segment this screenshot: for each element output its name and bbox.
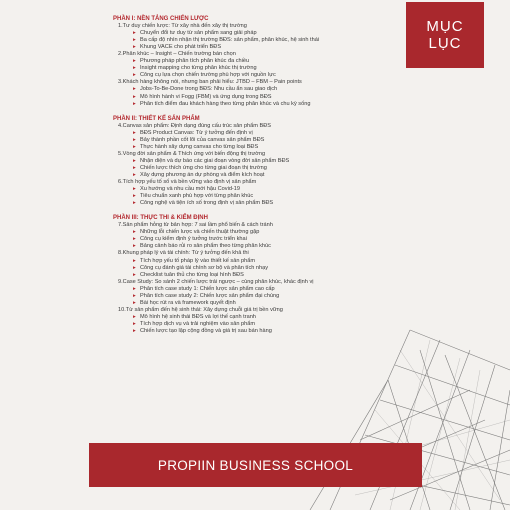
list-item: ▸ Ba cấp độ nhìn nhận thị trường BĐS: sản phẩm, phân khúc, hệ sinh thái (133, 37, 320, 44)
bullet-icon: ▸ (133, 30, 136, 37)
list-item: ▸ Tích hợp yếu tố pháp lý vào thiết kế sản phẩm (133, 257, 255, 264)
list-item: ▸ Chiến lược thích ứng cho từng giai đoạn thị trường (133, 164, 267, 171)
list-item: ▸ Công nghệ và tiện ích số trong định vị sản phẩm BĐS (133, 200, 274, 207)
list-item: ▸ Phân tích điểm đau khách hàng theo từng phân khúc và chu kỳ sống (133, 100, 311, 107)
bullet-icon: ▸ (133, 327, 136, 334)
list-item: ▸ Bảy thành phần cốt lõi của canvas sản phẩm BĐS (133, 136, 265, 143)
bullet-icon: ▸ (133, 264, 136, 271)
list-item: ▸ Insight mapping cho từng phân khúc thị trường (133, 65, 257, 72)
bullet-icon: ▸ (133, 136, 136, 143)
list-item: ▸ Mô hình hệ sinh thái BĐS và lợi thế cạnh tranh (133, 313, 256, 320)
bullet-icon: ▸ (133, 320, 136, 327)
bullet-icon: ▸ (133, 72, 136, 79)
bullet-icon: ▸ (133, 93, 136, 100)
section-title: 6.Tích hợp yếu tố số và bền vững vào định vị sản phẩm (118, 179, 257, 186)
list-item: ▸ Xây dựng phương án dự phòng và điểm kích hoạt (133, 171, 265, 178)
list-item: ▸ Mô hình hành vi Fogg (FBM) và ứng dụng trong BĐS (133, 93, 272, 100)
list-item: ▸ Nhận diện và dự báo các giai đoạn vòng đời sản phẩm BĐS (133, 157, 290, 164)
bullet-icon: ▸ (133, 58, 136, 65)
section-title: 8.Khung pháp lý và tài chính: Từ ý tưởng đến khả thi (118, 250, 249, 257)
list-item: ▸ Phân tích case study 1: Chiến lược sản phẩm cao cấp (133, 285, 275, 292)
section-title: 2.Phân khúc – Insight – Chiến trường bán chọn (118, 51, 236, 58)
list-item: ▸ Xu hướng và nhu cầu mới hậu Covid-19 (133, 186, 241, 193)
section-title: 3.Khách hàng không nói, nhưng ban phải hiểu: JTBD – FBM – Pain points (118, 79, 302, 86)
list-item: ▸ Những lỗi chiến lược và chiến thuật thường gặp (133, 229, 260, 236)
bullet-icon: ▸ (133, 44, 136, 51)
section-title: 1.Tư duy chiến lược: Từ xây nhà đến xây thị trường (118, 23, 247, 30)
part-title: PHẦN III: THỰC THI & KIỂM ĐỊNH (113, 215, 208, 222)
section-title: 10.Từ sản phẩm đến hệ sinh thái: Xây dựng chuỗi giá trị bền vững (118, 306, 283, 313)
bullet-icon: ▸ (133, 200, 136, 207)
bullet-icon: ▸ (133, 129, 136, 136)
toc-list (113, 16, 343, 335)
bullet-icon: ▸ (133, 313, 136, 320)
section-title: 5.Vòng đời sản phẩm & Thích ứng với biến động thị trường (118, 150, 266, 157)
bullet-icon: ▸ (133, 157, 136, 164)
list-item: ▸ Tích hợp dịch vụ và trải nghiệm vào sản phẩm (133, 320, 255, 327)
list-item: ▸ Checklist tuân thủ cho từng loại hình BĐS (133, 271, 244, 278)
list-item: ▸ Phương pháp phân tích phân khúc đa chiều (133, 58, 250, 65)
bullet-icon: ▸ (133, 37, 136, 44)
bullet-icon: ▸ (133, 193, 136, 200)
bullet-icon: ▸ (133, 65, 136, 72)
bullet-icon: ▸ (133, 164, 136, 171)
bullet-icon: ▸ (133, 86, 136, 93)
list-item: ▸ Thực hành xây dựng canvas cho từng loại BĐS (133, 143, 259, 150)
bullet-icon: ▸ (133, 292, 136, 299)
list-item: ▸ Chiến lược tạo lập cộng đồng và giá trị sau bán hàng (133, 327, 272, 334)
list-item: ▸ Jobs-To-Be-Done trong BĐS: Nhu cầu ẩn sau giao dịch (133, 86, 278, 93)
section-title: 4.Canvas sản phẩm: Định dạng đúng cấu trúc sản phẩm BĐS (118, 122, 271, 129)
badge-line-1: MỤC (426, 18, 464, 35)
bullet-icon: ▸ (133, 271, 136, 278)
section-title: 7.Sản phẩm hỏng từ bản hợp: 7 sai lầm phổ biến & cách tránh (118, 222, 273, 229)
list-item: ▸ Khung VACE cho phát triển BĐS (133, 44, 222, 51)
list-item: ▸ BĐS Product Canvas: Từ ý tưởng đến định vị (133, 129, 253, 136)
bullet-icon: ▸ (133, 100, 136, 107)
badge-line-2: LỤC (428, 35, 462, 52)
bullet-icon: ▸ (133, 243, 136, 250)
school-name: PROPIIN BUSINESS SCHOOL (157, 457, 354, 473)
bullet-icon: ▸ (133, 171, 136, 178)
section-title: 9.Case Study: So sánh 2 chiến lược trái ngược – cùng phân khúc, khác định vị (118, 278, 314, 285)
bullet-icon: ▸ (133, 299, 136, 306)
list-item: ▸ Tiêu chuẩn xanh phù hợp với từng phân khúc (133, 193, 254, 200)
list-item: ▸ Bảng cảnh báo rủi ro sản phẩm theo từng phân khúc (133, 243, 271, 250)
list-item: ▸ Công cụ đánh giá tài chính sơ bộ và phân tích nhạy (133, 264, 269, 271)
part-title: PHẦN I: NỀN TẢNG CHIẾN LƯỢC (113, 16, 209, 22)
school-banner (89, 443, 422, 487)
bullet-icon: ▸ (133, 285, 136, 292)
bullet-icon: ▸ (133, 229, 136, 236)
bullet-icon: ▸ (133, 257, 136, 264)
list-item: ▸ Công cụ kiểm định ý tưởng trước triển khai (133, 236, 247, 243)
part-title: PHẦN II: THIẾT KẾ SẢN PHẨM (113, 115, 200, 122)
list-item: ▸ Chuyển đổi tư duy từ sản phẩm sang giải pháp (133, 30, 257, 37)
bullet-icon: ▸ (133, 186, 136, 193)
list-item: ▸ Phân tích case study 2: Chiến lược sản phẩm đại chúng (133, 292, 280, 299)
list-item: ▸ Công cụ lựa chọn chiến trường phù hợp với nguồn lực (133, 72, 276, 79)
toc-badge (406, 2, 484, 68)
bullet-icon: ▸ (133, 236, 136, 243)
list-item: ▸ Bài học rút ra và framework quyết định (133, 299, 236, 306)
bullet-icon: ▸ (133, 143, 136, 150)
